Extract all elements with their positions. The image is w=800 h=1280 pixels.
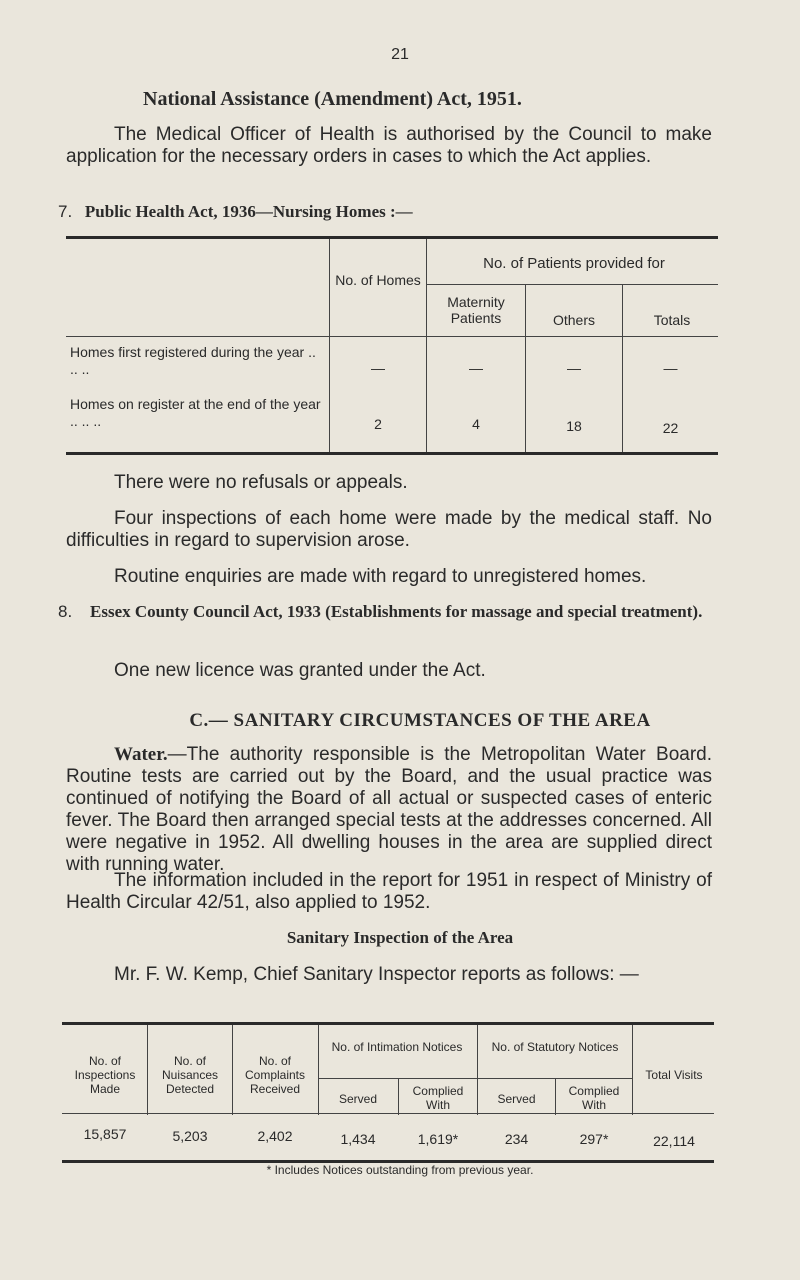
table-header-rule [66, 336, 718, 337]
sanitary-heading: C.— SANITARY CIRCUMSTANCES OF THE AREA [189, 710, 651, 731]
col-header-homes: No. of Homes [335, 272, 421, 288]
row-totals: 22 [662, 420, 679, 436]
water-text: —The authority responsible is the Metropolitan Water Board. Routine tests are carried out by the Board, and the usual practice was continued of notifying the Board of all actual or suspected cases of enteric fever. The Board then arranged special tests at the addresses concerned. All were negative in 1952. All dwelling houses in the area are supplied direct with running water. [66, 744, 712, 875]
row-others: 18 [566, 418, 582, 434]
row-others: — [567, 360, 581, 376]
section-7-heading [58, 202, 413, 222]
value-statutory-served: 234 [504, 1131, 529, 1147]
section-8-number: 8. [58, 602, 73, 621]
col-header-total-visits: Total Visits [645, 1068, 703, 1082]
section-title-national-assistance: National Assistance (Amendment) Act, 1951. [143, 88, 522, 110]
section-7-number: 7. [58, 202, 73, 221]
table-divider [477, 1025, 478, 1115]
col-header-totals: Totals [653, 312, 691, 328]
col-header-statutory-served: Served [497, 1092, 536, 1106]
water-label: Water. [114, 744, 168, 765]
col-header-nuisances: No. of Nuisances Detected [161, 1054, 219, 1096]
value-inspections: 15,857 [83, 1126, 127, 1142]
row-label: Homes on register at the end of the year .. .. .. [70, 396, 321, 429]
table-divider [147, 1025, 148, 1115]
row-homes: — [371, 360, 385, 376]
value-complaints: 2,402 [257, 1128, 293, 1144]
value-intimation-complied: 1,619* [417, 1131, 459, 1147]
table-bottom-rule [66, 452, 718, 455]
col-header-others: Others [552, 312, 595, 328]
table-divider [632, 1025, 633, 1115]
table-header-rule [62, 1113, 714, 1114]
table-divider [232, 1025, 233, 1115]
inspection-heading: Sanitary Inspection of the Area [286, 928, 514, 947]
table-group-rule [318, 1078, 632, 1079]
col-header-statutory-complied: Complied With [568, 1084, 620, 1112]
section-8-title: Essex County Council Act, 1933 (Establishments for massage and special treatment). [90, 602, 703, 621]
col-header-intimation-served: Served [338, 1092, 378, 1106]
section-7-title: Public Health Act, 1936—Nursing Homes :— [84, 202, 413, 221]
row-totals: — [663, 360, 678, 376]
col-group-header: No. of Patients provided for [483, 255, 665, 272]
page-number: 21 [391, 46, 409, 63]
table-top-rule [66, 236, 718, 239]
table-footnote: * Includes Notices outstanding from previous year. [266, 1163, 534, 1177]
table-divider [398, 1078, 399, 1115]
national-assistance-text: The Medical Officer of Health is authorised by the Council to make application for the necessary orders in cases to which the Act applies. [66, 124, 712, 167]
info-paragraph: The information included in the report for 1951 in respect of Ministry of Health Circular 42/51, also applied to 1952. [66, 870, 712, 913]
table-top-rule [62, 1022, 714, 1025]
table-divider [555, 1078, 556, 1115]
col-header-statutory: No. of Statutory Notices [491, 1040, 619, 1054]
col-header-intimation-complied: Complied With [412, 1084, 464, 1112]
value-intimation-served: 1,434 [340, 1131, 376, 1147]
col-header-complaints: No. of Complaints Received [244, 1054, 306, 1096]
water-paragraph [66, 744, 712, 876]
row-homes: 2 [374, 416, 382, 432]
col-header-intimation: No. of Intimation Notices [331, 1040, 463, 1054]
row-maternity: — [469, 360, 483, 376]
table-group-rule [426, 284, 718, 285]
value-statutory-complied: 297* [579, 1131, 609, 1147]
row-label: Homes first registered during the year .. .. .. [70, 344, 316, 377]
row-maternity: 4 [472, 416, 480, 432]
para-routine-enquiries: Routine enquiries are made with regard to unregistered homes. [114, 566, 647, 587]
col-header-inspections: No. of Inspections Made [74, 1054, 136, 1096]
para-inspections: Four inspections of each home were made by the medical staff. No difficulties in regard to supervision arose. [66, 508, 712, 551]
value-total-visits: 22,114 [653, 1133, 695, 1149]
para-no-refusals: There were no refusals or appeals. [114, 472, 408, 493]
table-divider [318, 1025, 319, 1115]
value-nuisances: 5,203 [172, 1128, 208, 1144]
col-header-maternity: Maternity Patients [447, 294, 505, 326]
inspector-paragraph: Mr. F. W. Kemp, Chief Sanitary Inspector reports as follows: — [114, 964, 639, 985]
essex-text: One new licence was granted under the Act. [114, 660, 486, 681]
